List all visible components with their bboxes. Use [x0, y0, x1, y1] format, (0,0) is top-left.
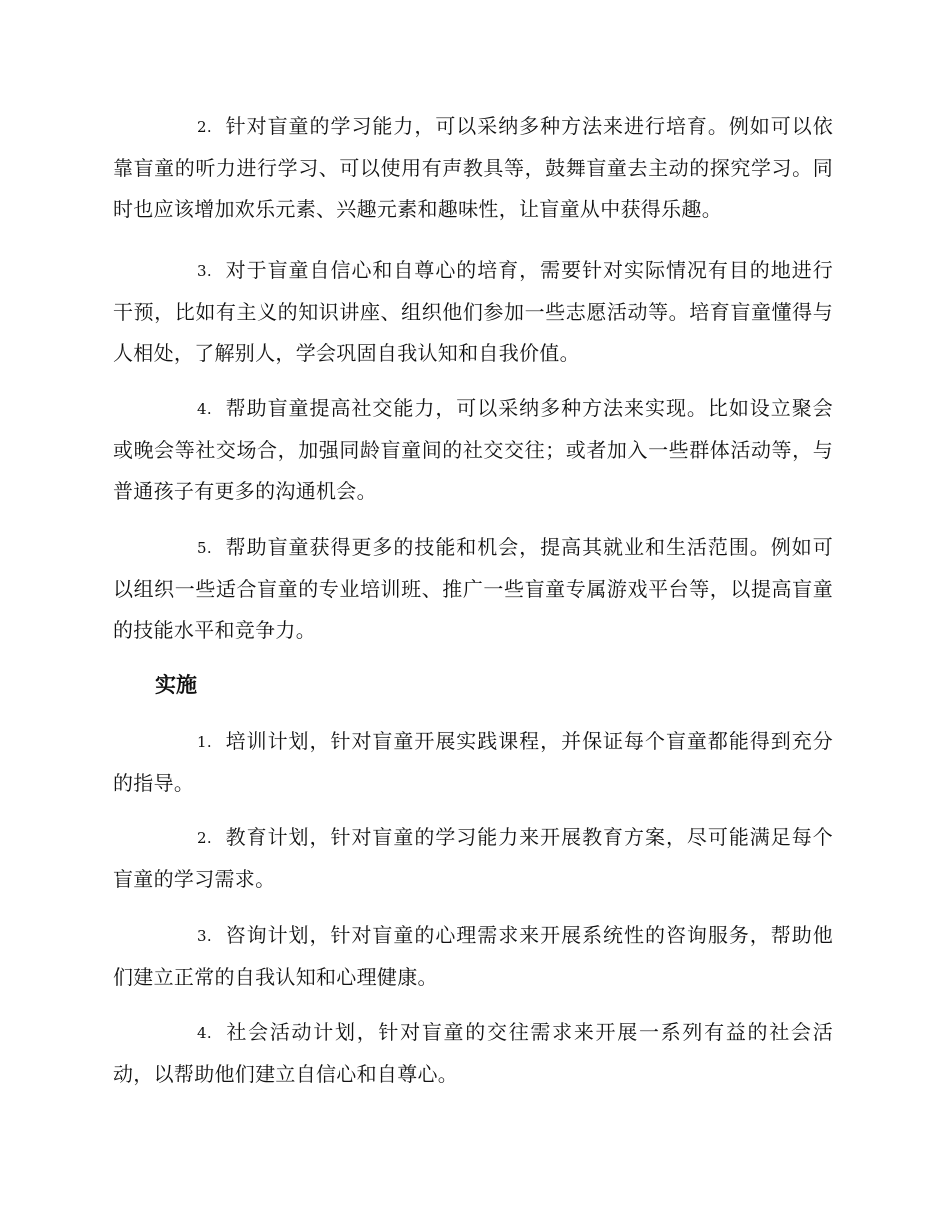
- list-item: [113, 817, 833, 900]
- list-item-number: 1.: [197, 733, 212, 751]
- list-item-number: 4.: [197, 1024, 212, 1042]
- list-item: [113, 1012, 833, 1095]
- list-item-text: 社会活动计划，针对盲童的交往需求来开展一系列有益的社会活动，以帮助他们建立自信心和自尊心。: [113, 1020, 833, 1086]
- list-item-text: 针对盲童的学习能力，可以采纳多种方法来进行培育。例如可以依靠盲童的听力进行学习、可以使用有声教具等，鼓舞盲童去主动的探究学习。同时也应该增加欢乐元素、兴趣元素和趣味性，让盲童从中获得乐趣。: [113, 114, 833, 221]
- list-item-number: 3.: [197, 262, 212, 280]
- list-item-text: 帮助盲童获得更多的技能和机会，提高其就业和生活范围。例如可以组织一些适合盲童的专业培训班、推广一些盲童专属游戏平台等，以提高盲童的技能水平和竞争力。: [113, 535, 833, 642]
- list-item: [113, 388, 833, 512]
- list-item-text: 咨询计划，针对盲童的心理需求来开展系统性的咨询服务，帮助他们建立正常的自我认知和心理健康。: [113, 923, 833, 989]
- list-item: [113, 915, 833, 998]
- list-item-text: 帮助盲童提高社交能力，可以采纳多种方法来实现。比如设立聚会或晚会等社交场合，加强同龄盲童间的社交交往；或者加入一些群体活动等，与普通孩子有更多的沟通机会。: [113, 396, 833, 503]
- list-item: [113, 527, 833, 651]
- list-item-number: 3.: [197, 927, 212, 945]
- list-item-number: 2.: [197, 829, 212, 847]
- list-item-number: 2.: [197, 118, 212, 136]
- list-item-number: 4.: [197, 400, 212, 418]
- section-heading: 实施: [155, 672, 197, 697]
- list-item: [113, 721, 833, 804]
- list-item: [113, 106, 833, 230]
- list-item-text: 培训计划，针对盲童开展实践课程，并保证每个盲童都能得到充分的指导。: [113, 729, 833, 795]
- list-item: [113, 250, 833, 374]
- list-item-number: 5.: [197, 539, 212, 557]
- list-item-text: 对于盲童自信心和自尊心的培育，需要针对实际情况有目的地进行干预，比如有主义的知识讲座、组织他们参加一些志愿活动等。培育盲童懂得与人相处，了解别人，学会巩固自我认知和自我价值。: [113, 258, 833, 365]
- list-item-text: 教育计划，针对盲童的学习能力来开展教育方案，尽可能满足每个盲童的学习需求。: [113, 825, 833, 891]
